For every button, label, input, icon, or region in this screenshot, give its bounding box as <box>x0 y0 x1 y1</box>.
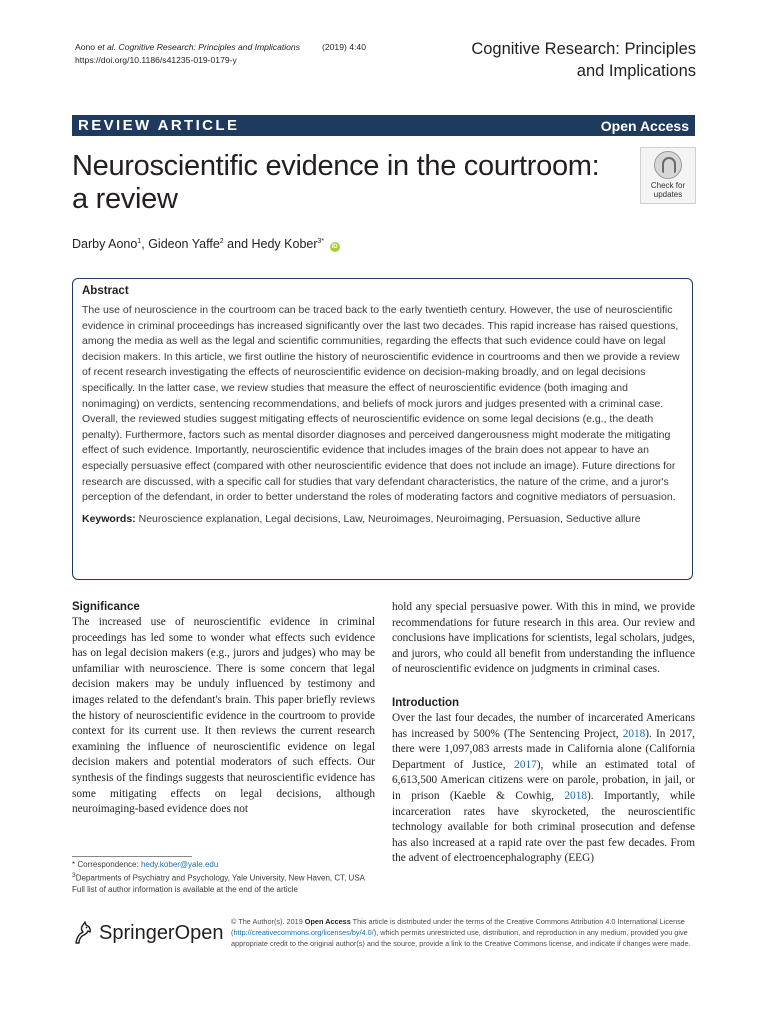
citation-line <box>75 41 366 54</box>
affiliation-marker: 2 <box>219 238 224 245</box>
open-access-bold: Open Access <box>304 917 351 926</box>
check-for-updates-label <box>641 181 695 199</box>
affiliation-marker: 3 <box>72 872 76 880</box>
keywords-list: Neuroscience explanation, Legal decisions, Law, Neuroimages, Neuroimaging, Persuasion, Seductive allure <box>135 512 641 525</box>
keywords <box>82 512 684 528</box>
journal-name <box>436 38 696 82</box>
author-separator: and <box>223 237 252 252</box>
title-line2: a review <box>72 183 178 215</box>
citation-block <box>75 41 366 67</box>
citation-link[interactable]: 2018 <box>622 727 646 740</box>
citation-authors: Aono <box>75 42 98 52</box>
correspondence-line <box>72 859 372 870</box>
springer-open-logo <box>72 919 224 949</box>
open-access-label: Open Access <box>600 118 689 134</box>
citation-etal: et al. <box>97 42 117 52</box>
significance-heading: Significance <box>72 601 140 613</box>
footnote-divider <box>72 856 192 857</box>
article-title <box>72 150 632 216</box>
abstract-text: The use of neuroscience in the courtroom can be traced back to the early twentieth century. However, the use of neuroscientific evidence in criminal proceedings has increased significantly over the last two decades. This rapid increase has raised questions, among the media as well as the legal and scientific communities, regarding the effects that such evidence could have on legal decision makers. In this article, we first outline the history of neuroscientific evidence in courtrooms and then we provide a review of recent research investigating the effects of neuroscientific evidence on decision-making broadly, and on legal decisions specifically. In the latter case, we review studies that measure the effect of neuroscientific evidence (both imaging and nonimaging) on verdicts, sentencing recommendations, and beliefs of mock jurors and judges presented with a criminal case. Overall, the reviewed studies suggest mitigating effects of neuroscientific evidence on some legal decisions (e.g., the death penalty). Furthermore, factors such as mental disorder diagnoses and perceived dangerousness might moderate the mitigating effect of such evidence. Importantly, neuroscientific evidence that includes images of the brain does not appear to have an especially persuasive effect (compared with other neuroscientific evidence that does not include an image). Future directions for research are discussed, with a specific call for studies that vary defendant characteristics, the nature of the crime, and a juror's perception of the defendant, in order to better understand the roles of moderating factors and cognitive mediators of persuasion. <box>82 304 680 504</box>
citation-journal: Cognitive Research: Principles and Implications <box>116 42 301 52</box>
affiliation-marker: 3* <box>317 238 325 245</box>
intro-text-segment: Over the last four decades, the number of incarcerated Americans has increased by 500% (The Sentencing Project, <box>392 711 695 740</box>
publisher-brand-suffix: Open <box>174 922 224 944</box>
intro-text-segment: ). Importantly, while incarceration rates have skyrocketed, the neuroscientific technology available for both criminal prosecution and defense has also increased at a rapid rate over the past few decades. From the advent of electroencephalography (EEG) <box>392 789 695 865</box>
citation-link[interactable]: 2017 <box>514 758 537 771</box>
copyright-text: © The Author(s). 2019 <box>231 917 305 926</box>
orcid-icon[interactable]: iD <box>331 244 338 251</box>
journal-name-line2: and Implications <box>576 62 696 80</box>
check-for-updates-icon <box>654 151 682 179</box>
affiliation-marker: 1 <box>137 238 142 245</box>
license-url-link[interactable]: http://creativecommons.org/licenses/by/4.0/ <box>233 928 374 937</box>
abstract-box <box>72 278 693 580</box>
springer-horse-icon <box>72 921 94 945</box>
author-list <box>72 234 340 252</box>
journal-name-line1: Cognitive Research: Principles <box>471 40 696 58</box>
correspondence-email-link[interactable]: hedy.kober@yale.edu <box>140 860 219 869</box>
license-text-end: ), which permits unrestricted use, distribution, and reproduction in any medium, provided you give appropriate credit to the original author(s) and the source, provide a link to the Creative Commons license, and indicate if changes were made. <box>231 928 691 948</box>
significance-continued: hold any special persuasive power. With this in mind, we provide recommendations for future research in this area. Our review and conclusions have implications for scientists, legal scholars, judges, and jurors, who could all benefit from understanding the influence of neuroscientific evidence on judgments in criminal cases. <box>392 601 695 676</box>
intro-text-segment: ). In 2017, there were 1,097,083 arrests made in California alone (California Department of Justice, <box>392 727 695 771</box>
author-separator: , <box>141 237 149 252</box>
title-line1: Neuroscientific evidence in the courtroom: <box>72 150 600 182</box>
article-type-banner <box>72 115 695 136</box>
doi-link[interactable]: https://doi.org/10.1186/s41235-019-0179-y <box>75 55 237 65</box>
author-name[interactable]: Darby Aono <box>72 237 138 252</box>
keywords-label: Keywords: <box>82 512 136 525</box>
left-column <box>72 600 375 818</box>
license-notice <box>231 916 697 949</box>
article-type-label: REVIEW ARTICLE <box>78 117 240 134</box>
footnotes <box>72 859 372 896</box>
publisher-brand: Springer <box>99 922 175 944</box>
affiliation-text: Departments of Psychiatry and Psychology, Yale University, New Haven, CT, USA <box>75 873 366 883</box>
check-for-updates-badge[interactable] <box>640 147 696 204</box>
significance-text: The increased use of neuroscientific evidence in criminal proceedings has led some to wonder what effects such evidence has on legal decision makers (e.g., jurors and judges) who may be unfamiliar with neuroscience. There is some concern that legal decision makers may be unduly influenced by testimony and images related to the defendant's brain. This paper briefly reviews the history of neuroscientific evidence in the courtroom to provide context for its current use. It then reviews the current research examining the influence of neuroscientific evidence on legal decision makers and potential moderators of such effects. Our synthesis of the findings suggests that neuroscientific evidence has some mitigating effects on legal decisions, although neuroimaging-based evidence does not <box>72 616 375 816</box>
introduction-heading: Introduction <box>392 696 460 709</box>
abstract-heading: Abstract <box>82 285 129 297</box>
license-text: This article is distributed under the terms of the Creative Commons Attribution 4.0 International License ( <box>231 917 685 937</box>
right-column <box>392 600 695 867</box>
citation-link[interactable]: 2018 <box>564 789 587 802</box>
author-name[interactable]: Hedy Kober <box>251 237 318 252</box>
correspondence-label: * Correspondence: <box>72 860 141 869</box>
publisher-wordmark <box>99 921 224 945</box>
affiliation-line <box>72 870 372 884</box>
more-info-line: Full list of author information is available at the end of the article <box>72 885 298 895</box>
citation-volume: (2019) 4:40 <box>322 42 366 52</box>
check-updates-line2: updates <box>653 190 683 199</box>
intro-text-segment: ), while an estimated total of 6,613,500 American citizens were on parole, probation, in jail, or in prison (Kaeble & Cowhig, <box>392 758 695 802</box>
introduction-text <box>392 711 695 867</box>
author-name[interactable]: Gideon Yaffe <box>148 237 220 252</box>
check-updates-line1: Check for <box>650 181 686 190</box>
